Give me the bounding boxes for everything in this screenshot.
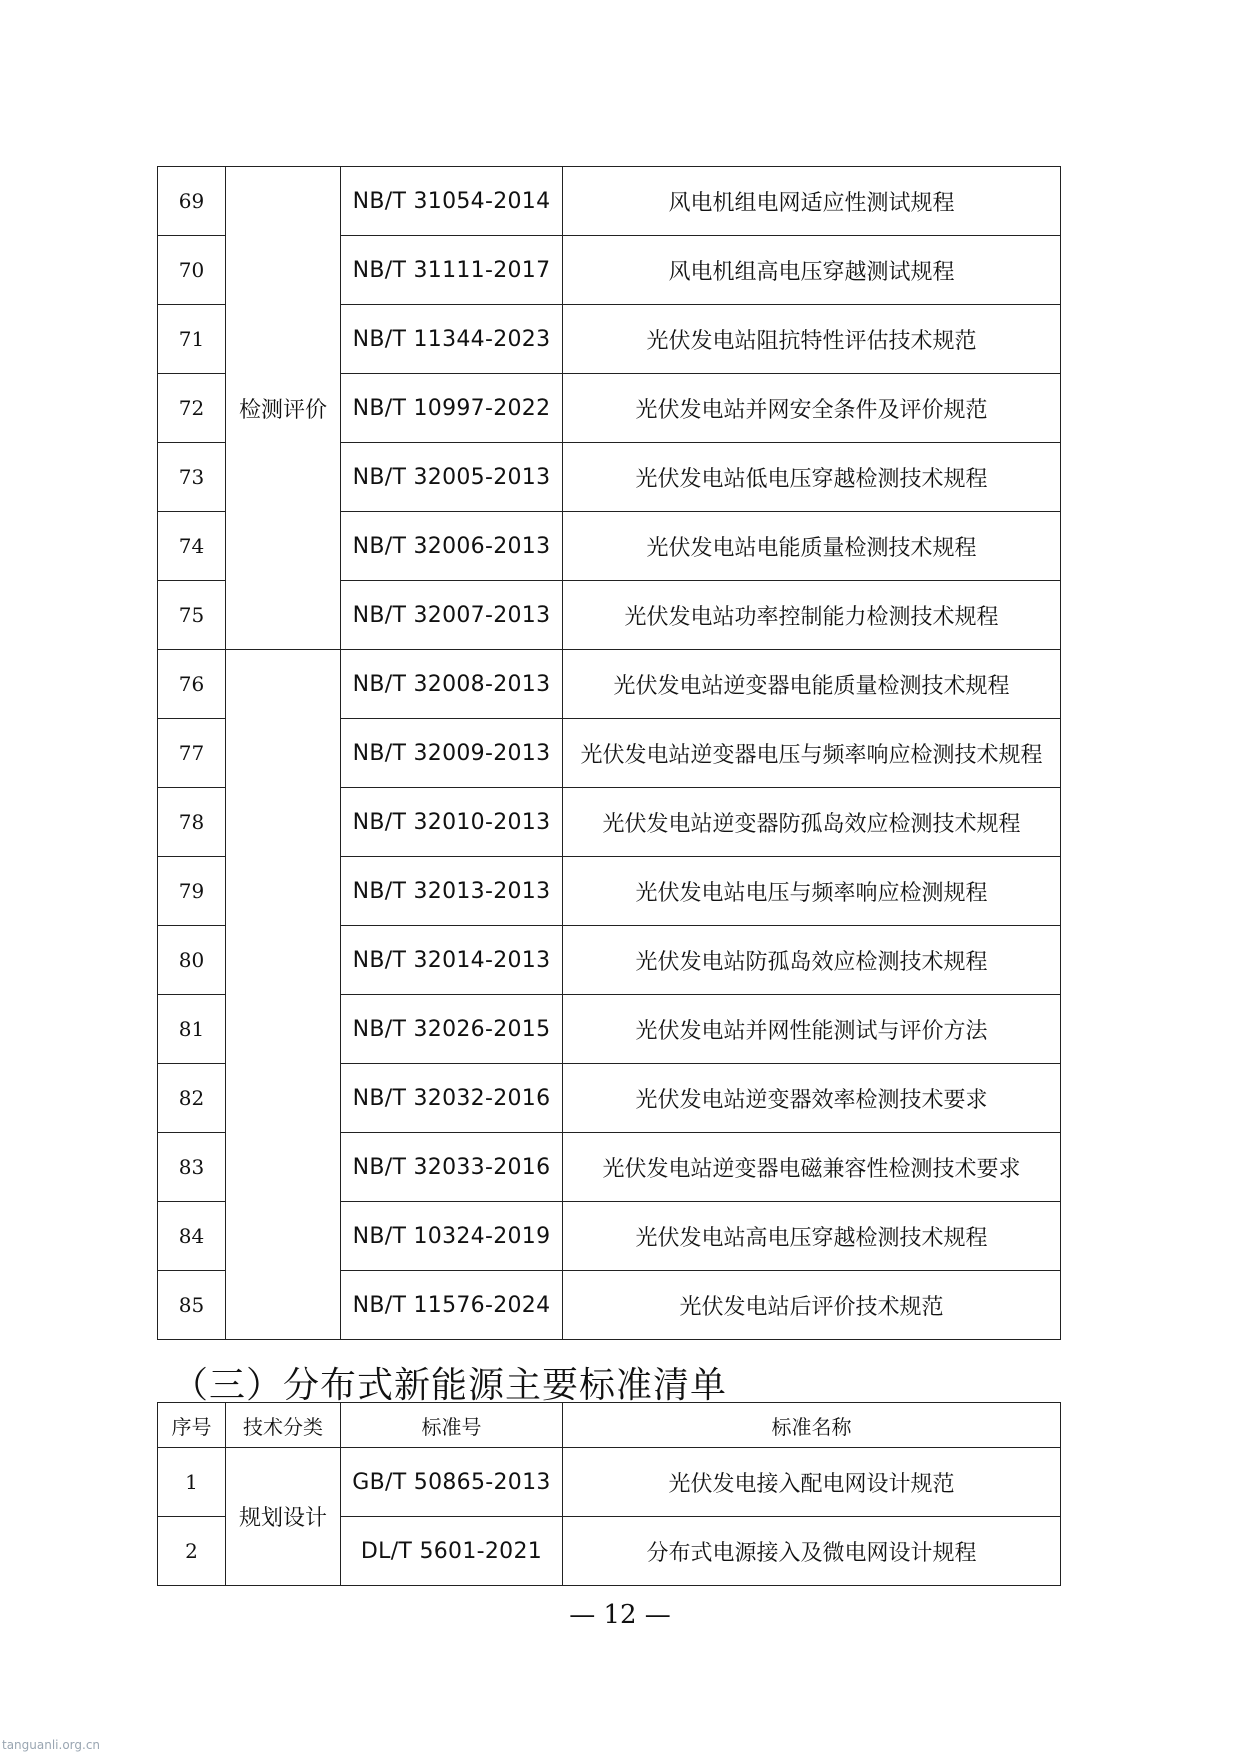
standard-name: 光伏发电站逆变器效率检测技术要求 <box>563 1064 1061 1133</box>
standard-code: NB/T 31111-2017 <box>341 236 563 305</box>
standard-name: 分布式电源接入及微电网设计规程 <box>563 1517 1061 1586</box>
standard-code: NB/T 32009-2013 <box>341 719 563 788</box>
row-number: 71 <box>158 305 226 374</box>
standard-name: 光伏发电站逆变器电磁兼容性检测技术要求 <box>563 1133 1061 1202</box>
category-cell <box>226 650 341 1340</box>
standard-code: NB/T 32026-2015 <box>341 995 563 1064</box>
standard-code: NB/T 32008-2013 <box>341 650 563 719</box>
row-number: 77 <box>158 719 226 788</box>
row-number: 85 <box>158 1271 226 1340</box>
page-number: — 12 — <box>569 1600 671 1630</box>
row-number: 72 <box>158 374 226 443</box>
standard-code: GB/T 50865-2013 <box>341 1448 563 1517</box>
row-number: 75 <box>158 581 226 650</box>
standard-code: NB/T 32032-2016 <box>341 1064 563 1133</box>
standard-name: 风电机组电网适应性测试规程 <box>563 167 1061 236</box>
row-number: 80 <box>158 926 226 995</box>
standard-name: 光伏发电站逆变器电压与频率响应检测技术规程 <box>563 719 1061 788</box>
standard-code: NB/T 10997-2022 <box>341 374 563 443</box>
row-number: 79 <box>158 857 226 926</box>
row-number: 84 <box>158 1202 226 1271</box>
row-number: 76 <box>158 650 226 719</box>
standard-code: DL/T 5601-2021 <box>341 1517 563 1586</box>
standard-name: 光伏发电站高电压穿越检测技术规程 <box>563 1202 1061 1271</box>
standard-name: 光伏发电站并网性能测试与评价方法 <box>563 995 1061 1064</box>
row-number: 82 <box>158 1064 226 1133</box>
watermark: tanguanli.org.cn <box>2 1738 101 1752</box>
row-number: 83 <box>158 1133 226 1202</box>
standard-code: NB/T 11576-2024 <box>341 1271 563 1340</box>
standard-code: NB/T 31054-2014 <box>341 167 563 236</box>
row-number: 74 <box>158 512 226 581</box>
header-no: 序号 <box>158 1403 226 1448</box>
standard-name: 光伏发电站低电压穿越检测技术规程 <box>563 443 1061 512</box>
standard-name: 光伏发电站阻抗特性评估技术规范 <box>563 305 1061 374</box>
standard-name: 风电机组高电压穿越测试规程 <box>563 236 1061 305</box>
standards-table-continued <box>157 166 1061 1340</box>
standard-code: NB/T 32006-2013 <box>341 512 563 581</box>
standard-name: 光伏发电站电压与频率响应检测规程 <box>563 857 1061 926</box>
row-number: 1 <box>158 1448 226 1517</box>
header-category: 技术分类 <box>226 1403 341 1448</box>
row-number: 70 <box>158 236 226 305</box>
row-number: 81 <box>158 995 226 1064</box>
table-row <box>158 167 1061 236</box>
standard-code: NB/T 32033-2016 <box>341 1133 563 1202</box>
distributed-standards-table <box>157 1402 1061 1586</box>
standard-name: 光伏发电站逆变器防孤岛效应检测技术规程 <box>563 788 1061 857</box>
standard-name: 光伏发电站逆变器电能质量检测技术规程 <box>563 650 1061 719</box>
standard-name: 光伏发电站并网安全条件及评价规范 <box>563 374 1061 443</box>
standard-code: NB/T 32007-2013 <box>341 581 563 650</box>
standard-code: NB/T 11344-2023 <box>341 305 563 374</box>
table-header-row <box>158 1403 1061 1448</box>
table-row <box>158 1448 1061 1517</box>
header-name: 标准名称 <box>563 1403 1061 1448</box>
standard-name: 光伏发电站电能质量检测技术规程 <box>563 512 1061 581</box>
table-row <box>158 650 1061 719</box>
standard-code: NB/T 32010-2013 <box>341 788 563 857</box>
category-cell: 检测评价 <box>226 167 341 650</box>
standard-code: NB/T 10324-2019 <box>341 1202 563 1271</box>
section-title: （三）分布式新能源主要标准清单 <box>172 1365 728 1406</box>
standard-name: 光伏发电站后评价技术规范 <box>563 1271 1061 1340</box>
standard-code: NB/T 32005-2013 <box>341 443 563 512</box>
row-number: 73 <box>158 443 226 512</box>
row-number: 69 <box>158 167 226 236</box>
standard-name: 光伏发电接入配电网设计规范 <box>563 1448 1061 1517</box>
row-number: 2 <box>158 1517 226 1586</box>
header-code: 标准号 <box>341 1403 563 1448</box>
standard-code: NB/T 32013-2013 <box>341 857 563 926</box>
standard-name: 光伏发电站功率控制能力检测技术规程 <box>563 581 1061 650</box>
category-cell: 规划设计 <box>226 1448 341 1586</box>
row-number: 78 <box>158 788 226 857</box>
standard-name: 光伏发电站防孤岛效应检测技术规程 <box>563 926 1061 995</box>
standard-code: NB/T 32014-2013 <box>341 926 563 995</box>
